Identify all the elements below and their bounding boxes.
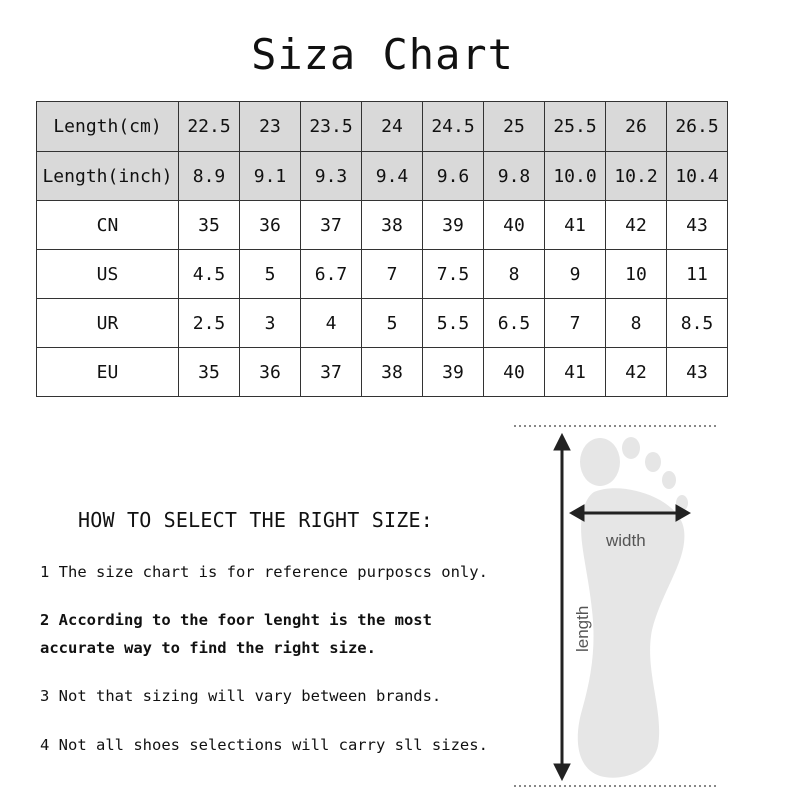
table-cell: 4 <box>301 299 362 348</box>
table-cell: 36 <box>240 201 301 250</box>
table-row <box>37 201 728 250</box>
table-row <box>37 102 728 152</box>
table-cell: 8.9 <box>179 152 240 201</box>
table-cell: 42 <box>606 348 667 397</box>
table-cell: 6.7 <box>301 250 362 299</box>
table-cell: 3 <box>240 299 301 348</box>
table-row <box>37 250 728 299</box>
table-cell: 40 <box>484 348 545 397</box>
table-cell: 8 <box>606 299 667 348</box>
table-cell: 5 <box>362 299 423 348</box>
page-title: Siza Chart <box>251 30 514 79</box>
table-cell: 9.6 <box>423 152 484 201</box>
table-cell: 35 <box>179 201 240 250</box>
row-label: CN <box>37 201 179 250</box>
table-cell: 38 <box>362 201 423 250</box>
table-cell: 26.5 <box>667 102 728 152</box>
table-cell: 40 <box>484 201 545 250</box>
table-cell: 24 <box>362 102 423 152</box>
tip-3: 3 Not that sizing will vary between brands. <box>40 687 442 705</box>
row-label: UR <box>37 299 179 348</box>
table-cell: 8 <box>484 250 545 299</box>
table-cell: 10.0 <box>545 152 606 201</box>
table-cell: 35 <box>179 348 240 397</box>
row-label: Length(inch) <box>37 152 179 201</box>
table-cell: 10.2 <box>606 152 667 201</box>
table-cell: 9.8 <box>484 152 545 201</box>
table-cell: 4.5 <box>179 250 240 299</box>
table-row <box>37 348 728 397</box>
table-cell: 22.5 <box>179 102 240 152</box>
table-cell: 23.5 <box>301 102 362 152</box>
table-cell: 25 <box>484 102 545 152</box>
table-cell: 26 <box>606 102 667 152</box>
footprint-icon <box>578 437 688 778</box>
table-cell: 39 <box>423 201 484 250</box>
table-cell: 23 <box>240 102 301 152</box>
table-cell: 10 <box>606 250 667 299</box>
table-row <box>37 152 728 201</box>
table-cell: 5.5 <box>423 299 484 348</box>
width-label: width <box>606 531 646 550</box>
row-label: US <box>37 250 179 299</box>
table-cell: 11 <box>667 250 728 299</box>
table-cell: 38 <box>362 348 423 397</box>
table-cell: 9.3 <box>301 152 362 201</box>
table-cell: 10.4 <box>667 152 728 201</box>
guide-heading: HOW TO SELECT THE RIGHT SIZE: <box>78 508 433 532</box>
table-cell: 8.5 <box>667 299 728 348</box>
table-cell: 9.1 <box>240 152 301 201</box>
length-arrow <box>554 434 570 780</box>
table-cell: 5 <box>240 250 301 299</box>
table-cell: 9 <box>545 250 606 299</box>
table-cell: 37 <box>301 348 362 397</box>
table-cell: 2.5 <box>179 299 240 348</box>
length-label: length <box>573 605 592 652</box>
table-row <box>37 299 728 348</box>
tip-4: 4 Not all shoes selections will carry sll sizes. <box>40 736 488 754</box>
table-cell: 42 <box>606 201 667 250</box>
table-cell: 41 <box>545 348 606 397</box>
table-cell: 24.5 <box>423 102 484 152</box>
table-cell: 43 <box>667 348 728 397</box>
row-label: EU <box>37 348 179 397</box>
table-cell: 7.5 <box>423 250 484 299</box>
row-label: Length(cm) <box>37 102 179 152</box>
table-cell: 39 <box>423 348 484 397</box>
table-cell: 9.4 <box>362 152 423 201</box>
size-chart-table <box>36 101 728 397</box>
tip-1: 1 The size chart is for reference purposcs only. <box>40 563 488 581</box>
table-cell: 7 <box>545 299 606 348</box>
table-cell: 7 <box>362 250 423 299</box>
table-cell: 37 <box>301 201 362 250</box>
table-cell: 6.5 <box>484 299 545 348</box>
tip-2: 2 According to the foor lenght is the most accurate way to find the right size. <box>40 611 432 657</box>
table-cell: 41 <box>545 201 606 250</box>
table-cell: 36 <box>240 348 301 397</box>
foot-measure-diagram <box>512 420 722 792</box>
table-cell: 25.5 <box>545 102 606 152</box>
table-cell: 43 <box>667 201 728 250</box>
